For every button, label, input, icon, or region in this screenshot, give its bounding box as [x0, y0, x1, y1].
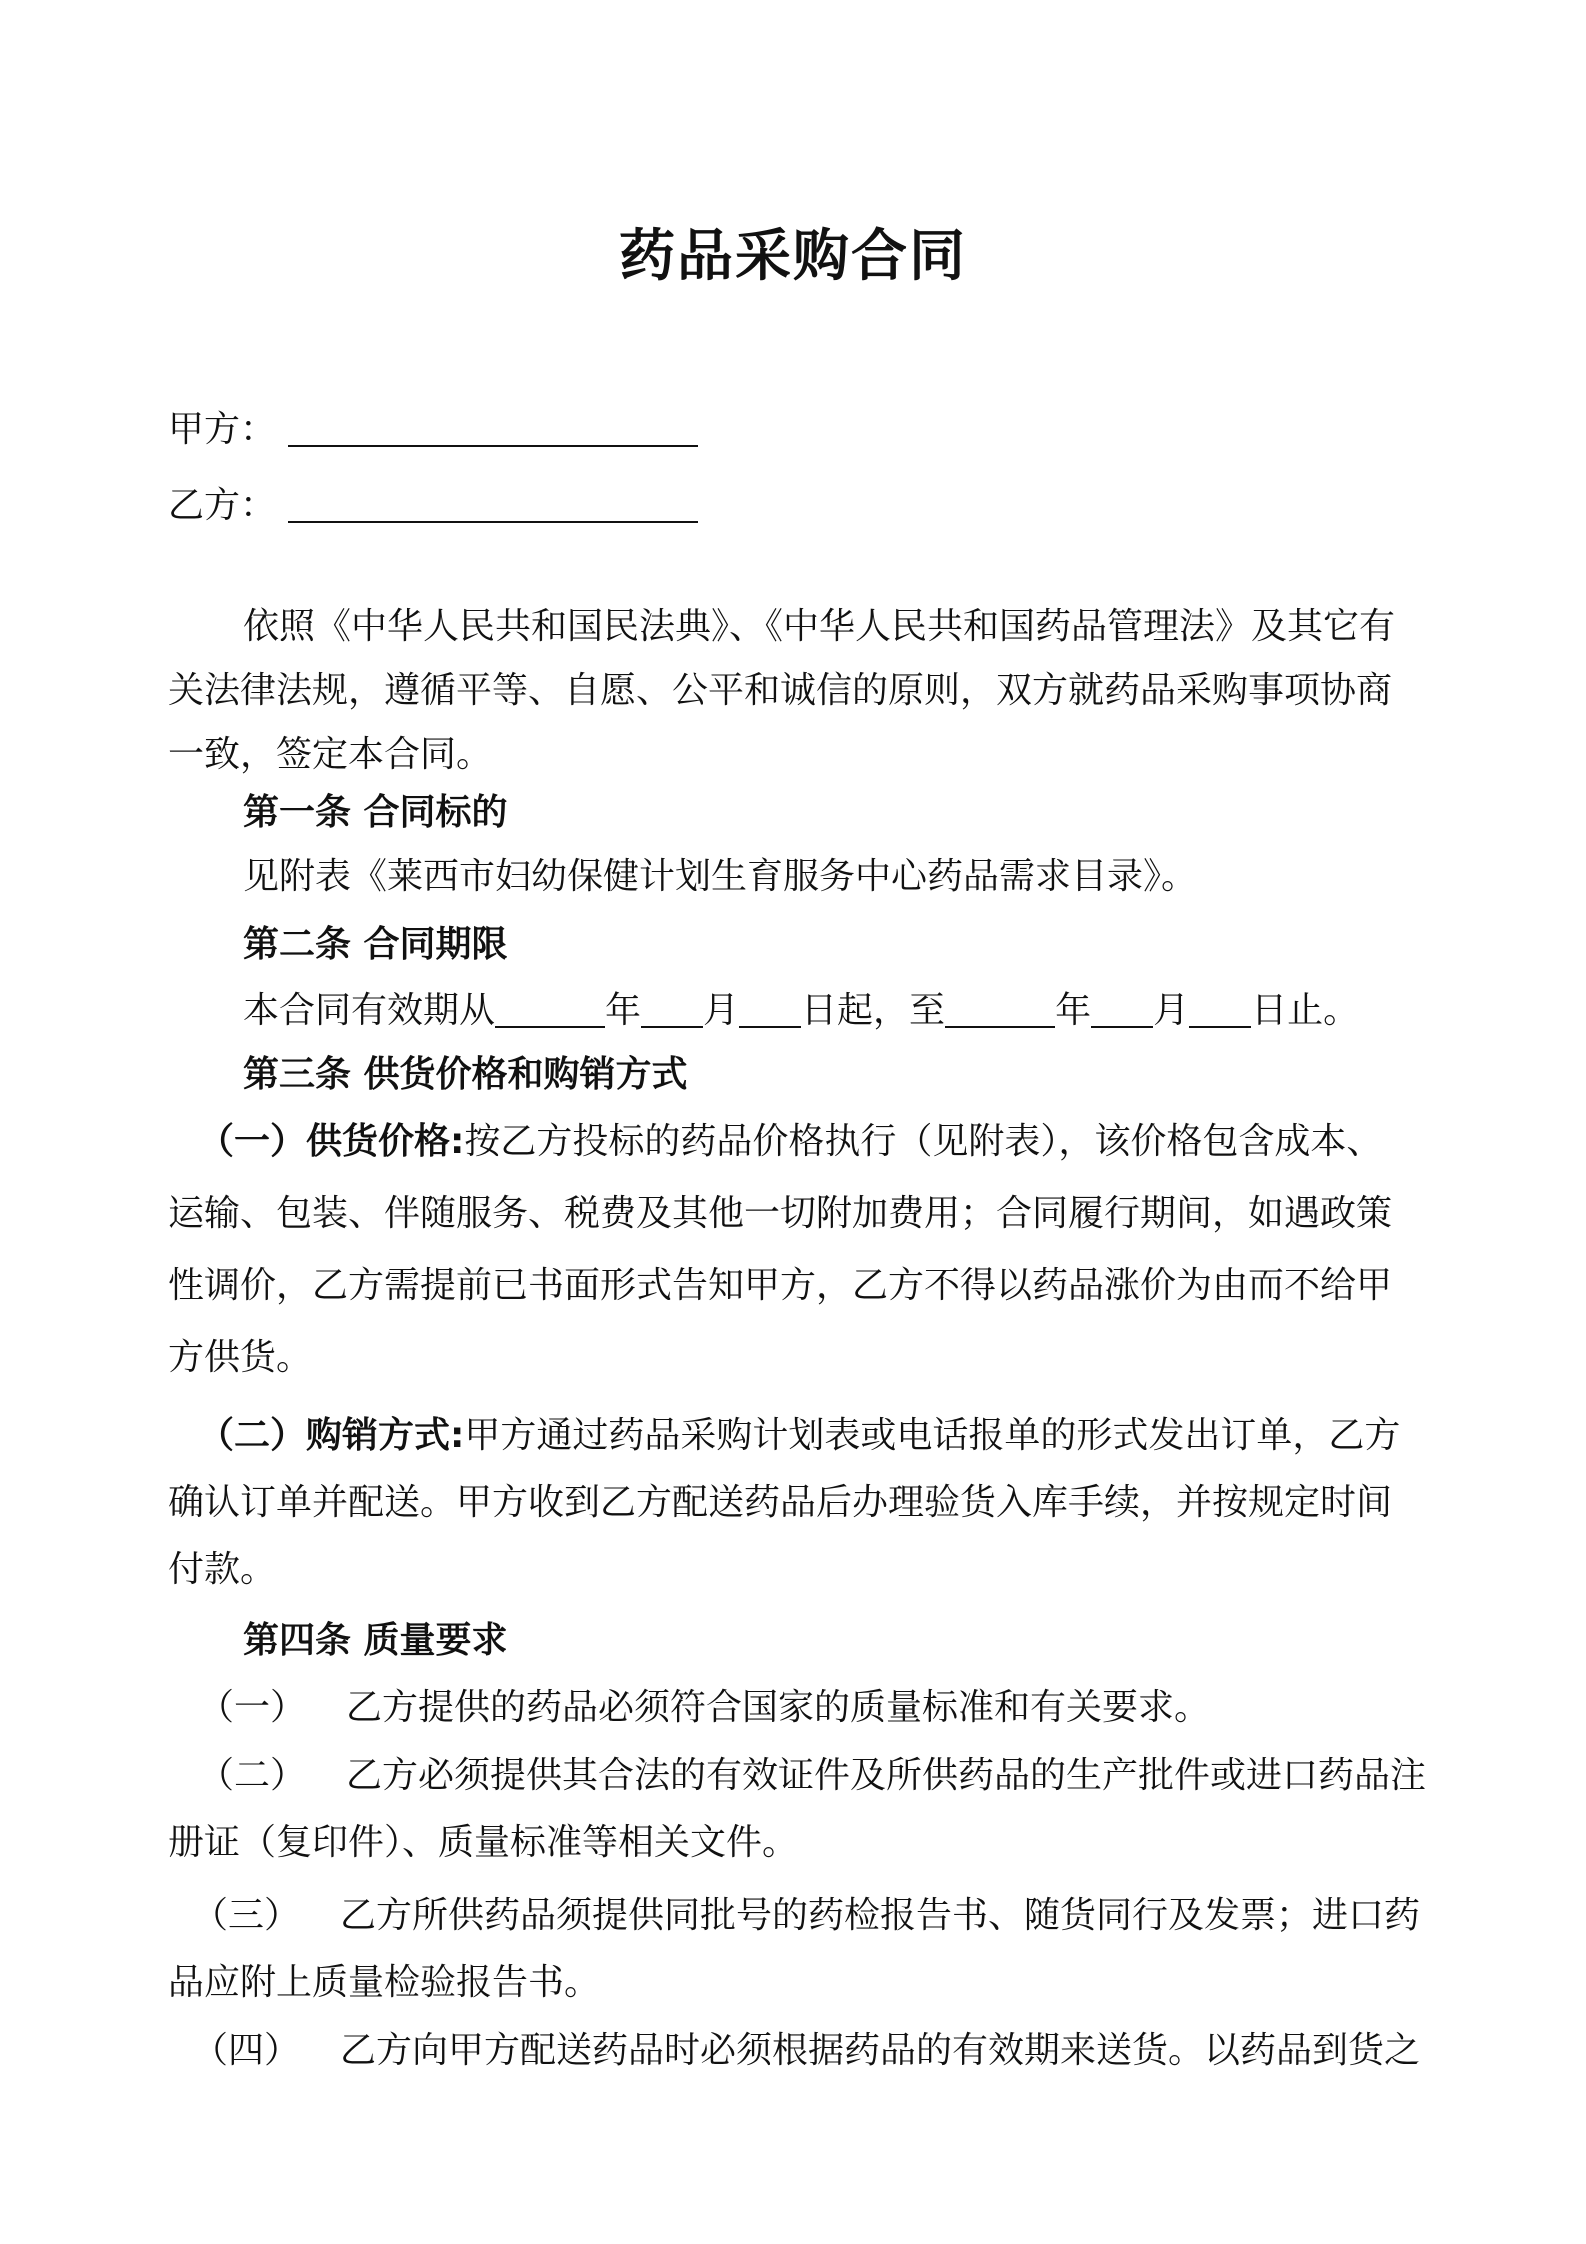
article3-heading: 第三条 供货价格和购销方式 [243, 1054, 688, 1095]
end-day-label: 日止。 [1251, 990, 1360, 1031]
purchase-method-label: （二）购销方式: [198, 1415, 465, 1456]
end-month-blank [1091, 986, 1153, 1028]
item-number: （三） [192, 1895, 301, 1936]
preamble-line: 依照《中华人民共和国民法典》、《中华人民共和国药品管理法》及其它有 [243, 606, 1396, 647]
party-b-blank [288, 481, 698, 523]
end-year-blank [945, 986, 1055, 1028]
item-text: 乙方提供的药品必须符合国家的质量标准和有关要求。 [346, 1687, 1211, 1728]
supply-price-text: 按乙方投标的药品价格执行（见附表），该价格包含成本、 [464, 1121, 1383, 1162]
article4-item-line [198, 1751, 1426, 1801]
preamble-line: 一致，签定本合同。 [168, 734, 493, 775]
month-label: 月 [1153, 990, 1190, 1031]
item-text: 乙方必须提供其合法的有效证件及所供药品的生产批件或进口药品注 [346, 1755, 1427, 1796]
article1-text: 见附表《莱西市妇幼保健计划生育服务中心药品需求目录》。 [243, 856, 1198, 897]
party-a-line [168, 405, 698, 455]
item-text: 乙方所供药品须提供同批号的药检报告书、随货同行及发票；进口药 [340, 1895, 1421, 1936]
article4-item-line [198, 1683, 1210, 1733]
article3-item2-line [198, 1411, 1400, 1461]
item-number: （四） [192, 2030, 301, 2071]
party-a-blank [288, 405, 698, 447]
article4-item-line [192, 2026, 1420, 2076]
item-number: （一） [198, 1687, 307, 1728]
start-year-blank [495, 986, 605, 1028]
period-prefix: 本合同有效期从 [243, 990, 496, 1031]
year-label: 年 [605, 990, 642, 1031]
article4-item-line: 册证（复印件）、质量标准等相关文件。 [168, 1822, 799, 1863]
purchase-method-text: 甲方通过药品采购计划表或电话报单的形式发出订单，乙方 [464, 1415, 1401, 1456]
end-day-blank [1189, 986, 1251, 1028]
article2-period-line [243, 986, 1359, 1036]
article4-item-line [192, 1891, 1420, 1941]
start-day-label: 日起，至 [801, 990, 946, 1031]
party-a-label: 甲方： [168, 409, 277, 450]
article3-item1-line: 运输、包装、伴随服务、税费及其他一切附加费用；合同履行期间，如遇政策 [168, 1193, 1393, 1234]
start-month-blank [641, 986, 703, 1028]
article3-item1-line: 性调价，乙方需提前已书面形式告知甲方，乙方不得以药品涨价为由而不给甲 [168, 1265, 1393, 1306]
article4-item-line: 品应附上质量检验报告书。 [168, 1962, 601, 2003]
item-text: 乙方向甲方配送药品时必须根据药品的有效期来送货。以药品到货之 [340, 2030, 1421, 2071]
supply-price-label: （一）供货价格: [198, 1121, 465, 1162]
article3-item2-line: 确认订单并配送。甲方收到乙方配送药品后办理验货入库手续，并按规定时间 [168, 1482, 1393, 1523]
article3-item1-line: 方供货。 [168, 1337, 313, 1378]
month-label: 月 [703, 990, 740, 1031]
party-b-line [168, 481, 698, 531]
party-b-label: 乙方： [168, 485, 277, 526]
item-number: （二） [198, 1755, 307, 1796]
article2-heading: 第二条 合同期限 [243, 924, 508, 965]
article3-item2-line: 付款。 [168, 1549, 277, 1590]
document-title: 药品采购合同 [619, 224, 967, 289]
article3-item1-line [198, 1117, 1382, 1167]
article4-heading: 第四条 质量要求 [243, 1620, 508, 1661]
year-label: 年 [1055, 990, 1092, 1031]
article1-heading: 第一条 合同标的 [243, 792, 508, 833]
start-day-blank [739, 986, 801, 1028]
preamble-line: 关法律法规，遵循平等、自愿、公平和诚信的原则，双方就药品采购事项协商 [168, 670, 1393, 711]
